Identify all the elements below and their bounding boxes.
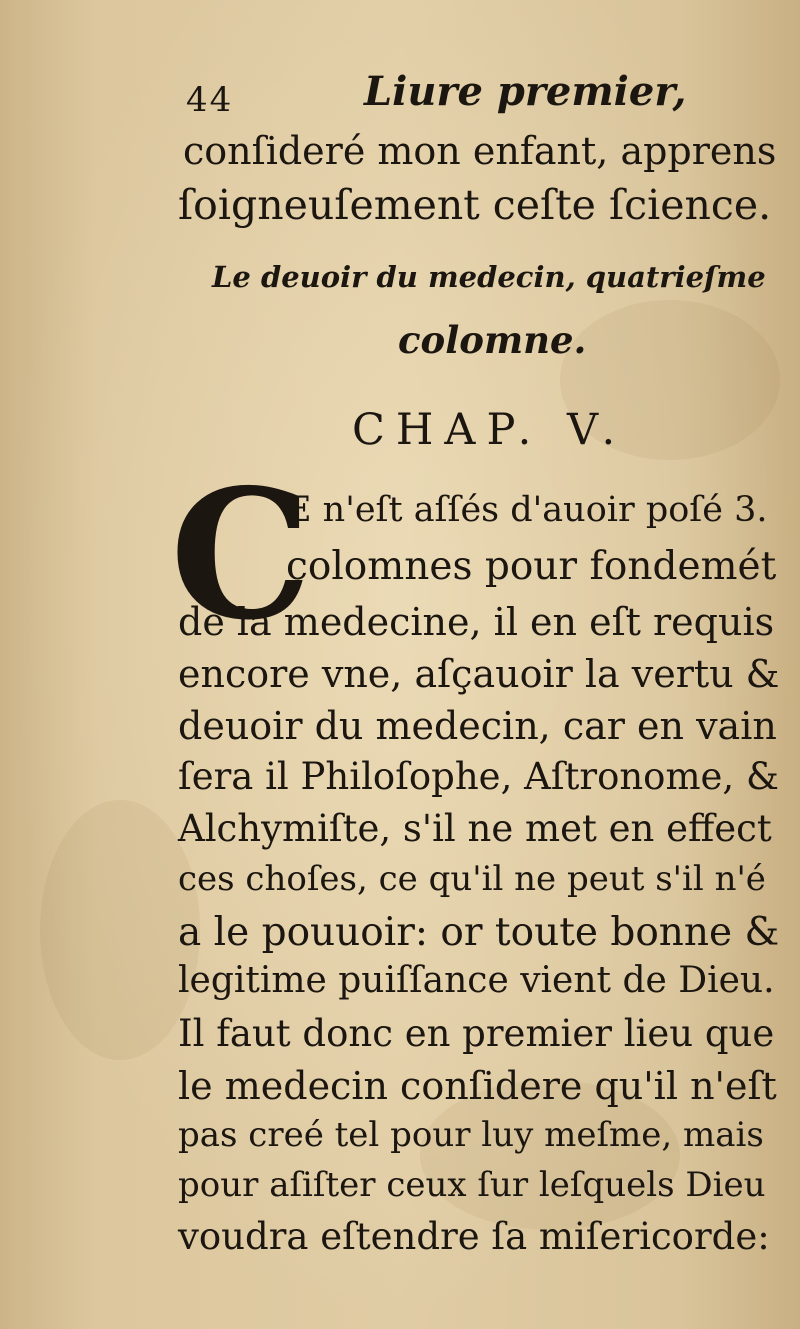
text-line: Il faut donc en premier lieu que <box>178 1012 775 1055</box>
text-line: pour aſiſter ceux ſur leſquels Dieu <box>178 1165 766 1205</box>
text-line: a le pouuoir: or toute bonne & <box>178 910 780 955</box>
page-header <box>186 68 687 120</box>
text-line: de la medecine, il en eſt requis <box>178 600 775 644</box>
text-line: ſera il Philoſophe, Aſtronome, & <box>178 755 779 798</box>
text-line: deuoir du medecin, car en vain <box>178 704 777 748</box>
text-line: conſideré mon enfant, apprens <box>183 129 777 173</box>
running-title: Liure premier, <box>364 68 687 115</box>
text-line: voudra eſtendre ſa miſericorde: <box>178 1215 770 1258</box>
text-line: encore vne, aſçauoir la vertu & <box>178 652 780 696</box>
text-line: ſoigneuſement ceſte ſcience. <box>178 181 772 229</box>
text-line: ces choſes, ce qu'il ne peut s'il n'é <box>178 859 766 899</box>
text-line: le medecin conſidere qu'il n'eſt <box>178 1064 777 1108</box>
text-line: legitime puiſſance vient de Dieu. <box>178 960 775 1001</box>
section-title: colomne. <box>398 318 587 362</box>
drop-cap: C <box>170 450 312 659</box>
page-number: 44 <box>186 80 234 120</box>
section-title: Le deuoir du medecin, quatrieſme <box>212 260 766 294</box>
text-line: colomnes pour fondemét <box>286 544 777 589</box>
text-line: E n'eſt aſſés d'auoir poſé 3. <box>286 490 768 530</box>
paper-stain <box>40 800 200 1060</box>
text-line: Alchymiſte, s'il ne met en effect <box>178 807 772 850</box>
chapter-heading: CHAP. V. <box>352 405 627 455</box>
text-line: pas creé tel pour luy meſme, mais <box>178 1115 764 1155</box>
